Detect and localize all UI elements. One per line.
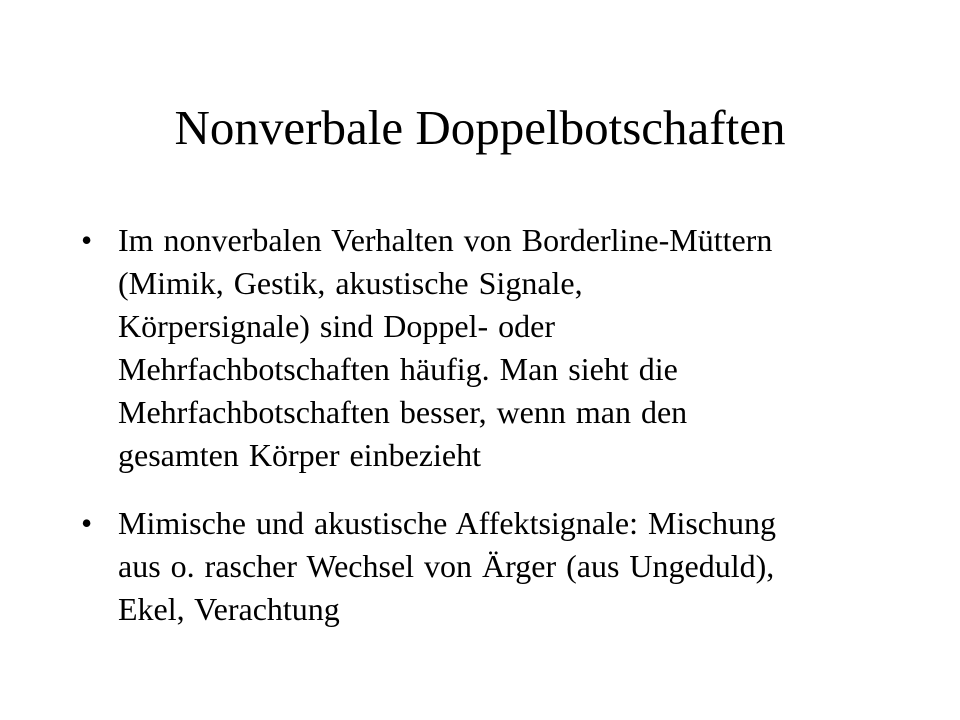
bullet-line: (Mimik, Gestik, akustische Signale, bbox=[118, 265, 583, 301]
bullet-item bbox=[81, 219, 901, 477]
bullet-marker: • bbox=[81, 222, 93, 258]
bullet-marker: • bbox=[81, 505, 93, 541]
bullet-line: Ekel, Verachtung bbox=[118, 591, 340, 627]
bullet-text bbox=[118, 502, 901, 631]
bullet-list bbox=[81, 219, 901, 656]
bullet-item bbox=[81, 502, 901, 631]
bullet-line: Mehrfachbotschaften besser, wenn man den bbox=[118, 394, 688, 430]
bullet-line: Mimische und akustische Affektsignale: Mischung bbox=[118, 505, 776, 541]
bullet-line: aus o. rascher Wechsel von Ärger (aus Ungeduld), bbox=[118, 548, 775, 584]
bullet-line: gesamten Körper einbezieht bbox=[118, 437, 481, 473]
bullet-line: Mehrfachbotschaften häufig. Man sieht die bbox=[118, 351, 678, 387]
slide-title: Nonverbale Doppelbotschaften bbox=[174, 100, 786, 155]
bullet-line: Im nonverbalen Verhalten von Borderline-Müttern bbox=[118, 222, 773, 258]
bullet-text bbox=[118, 219, 901, 477]
bullet-line: Körpersignale) sind Doppel- oder bbox=[118, 308, 555, 344]
